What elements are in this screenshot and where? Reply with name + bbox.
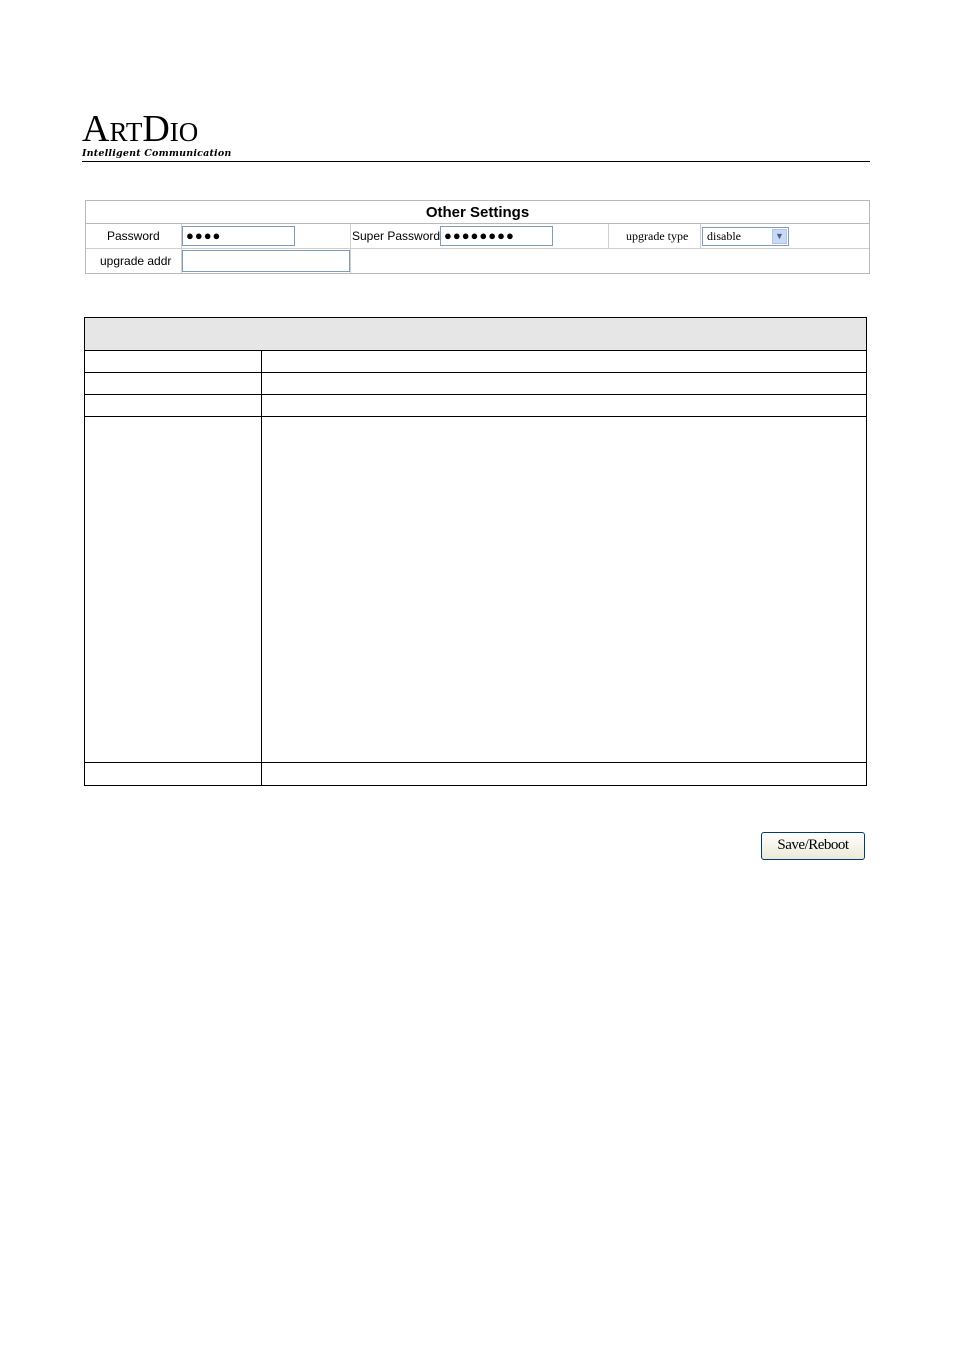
table-header bbox=[85, 318, 866, 351]
table-row bbox=[85, 351, 866, 373]
upgrade-type-value: disable bbox=[707, 229, 741, 243]
table-row bbox=[85, 395, 866, 417]
save-reboot-button[interactable]: Save/Reboot bbox=[761, 832, 865, 860]
upgrade-addr-field[interactable] bbox=[182, 250, 350, 272]
password-label: Password bbox=[107, 229, 160, 243]
super-password-field[interactable]: ●●●●●●●● bbox=[440, 226, 553, 246]
table-row bbox=[85, 417, 866, 763]
header-divider bbox=[82, 161, 870, 162]
upgrade-addr-label: upgrade addr bbox=[100, 254, 172, 268]
artdio-logo bbox=[82, 108, 232, 160]
upgrade-type-select[interactable] bbox=[702, 227, 789, 246]
settings-row-upgrade-addr bbox=[86, 249, 869, 273]
logo-wordmark: ArtDio bbox=[82, 108, 199, 150]
divider bbox=[350, 249, 351, 273]
super-password-label: Super Password bbox=[352, 229, 441, 243]
logo-tagline: Intelligent Communication bbox=[82, 148, 232, 159]
panel-title: Other Settings bbox=[86, 201, 869, 224]
settings-row-passwords bbox=[86, 224, 869, 249]
other-settings-panel bbox=[85, 200, 870, 274]
password-field[interactable]: ●●●● bbox=[182, 226, 295, 246]
divider bbox=[350, 224, 351, 248]
description-table bbox=[84, 317, 867, 786]
table-row bbox=[85, 373, 866, 395]
table-row bbox=[85, 763, 866, 785]
upgrade-type-label: upgrade type bbox=[626, 229, 689, 243]
divider bbox=[700, 224, 701, 248]
divider bbox=[608, 224, 609, 248]
table-column-divider bbox=[261, 351, 262, 785]
chevron-down-icon[interactable]: ▼ bbox=[772, 229, 787, 244]
